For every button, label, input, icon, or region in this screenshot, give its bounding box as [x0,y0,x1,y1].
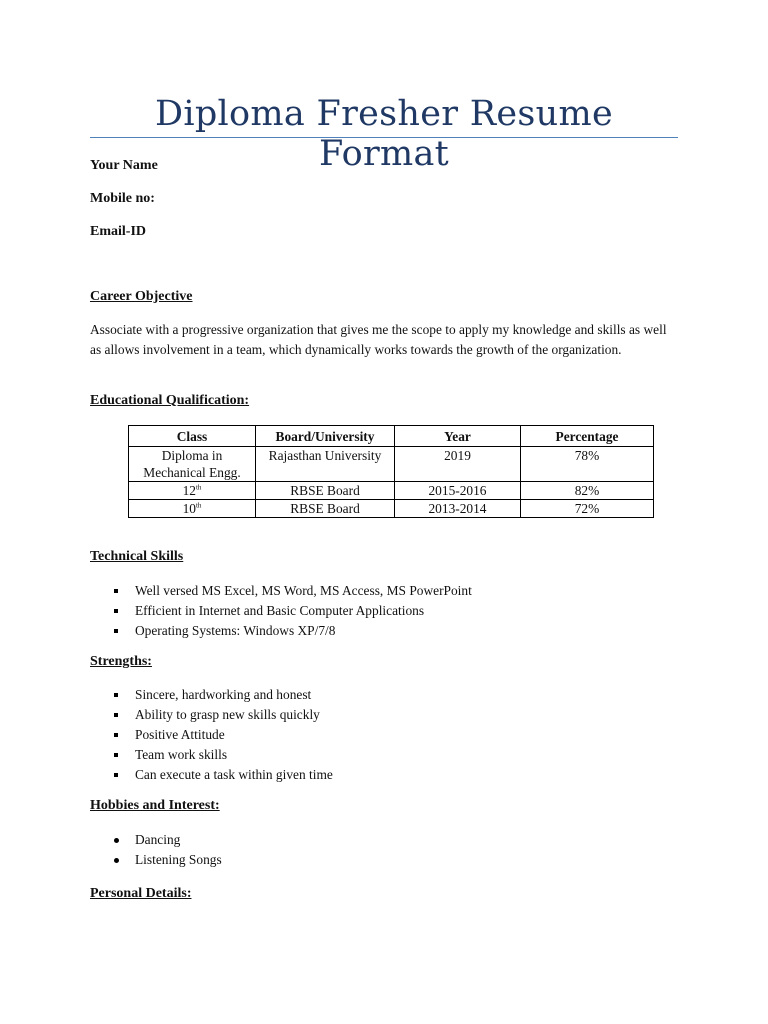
list-item-text: Dancing [135,832,181,847]
list-item [90,621,472,641]
list-item [90,601,472,621]
education-table-header-row [129,426,654,447]
list-item [90,581,472,601]
table-row [129,447,654,482]
list-item-text: Efficient in Internet and Basic Computer Applications [135,603,425,618]
square-bullet-icon [114,753,118,757]
list-item [90,725,333,745]
square-bullet-icon [114,773,118,777]
education-heading: Educational Qualification: [90,393,250,408]
class-cell-superscript: th [195,501,202,510]
percentage-cell: 78% [521,447,654,482]
percentage-cell: 72% [521,500,654,518]
list-item-text: Sincere, hardworking and honest [135,687,312,702]
class-cell [129,447,256,482]
table-row [129,500,654,518]
hobbies-list [90,830,222,870]
square-bullet-icon [114,589,118,593]
column-header-board: Board/University [256,426,395,447]
column-header-year: Year [395,426,521,447]
square-bullet-icon [114,693,118,697]
email-field: Email-ID [90,224,146,239]
class-cell-text: 12 [182,483,196,498]
hobbies-heading: Hobbies and Interest: [90,798,220,813]
list-item [90,830,222,850]
technical-skills-list [90,581,472,641]
list-item [90,765,333,785]
year-cell: 2015-2016 [395,482,521,500]
class-cell-superscript: th [195,483,202,492]
name-field: Your Name [90,158,158,173]
list-item [90,745,333,765]
list-item [90,685,333,705]
education-table [128,425,654,518]
list-item [90,850,222,870]
board-cell: RBSE Board [256,500,395,518]
list-item-text: Listening Songs [135,852,222,867]
year-cell: 2019 [395,447,521,482]
list-item-text: Ability to grasp new skills quickly [135,707,320,722]
year-cell: 2013-2014 [395,500,521,518]
personal-details-heading: Personal Details: [90,886,192,901]
round-bullet-icon [114,838,119,843]
board-cell: Rajasthan University [256,447,395,482]
class-cell-text: 10 [182,501,196,516]
list-item-text: Operating Systems: Windows XP/7/8 [135,623,336,638]
technical-skills-heading: Technical Skills [90,549,184,564]
square-bullet-icon [114,609,118,613]
career-objective-text: Associate with a progressive organization that gives me the scope to apply my knowledge and skills as well as allows involvement in a team, which dynamically works towards the growth of the organization. [90,322,667,357]
strengths-list [90,685,333,785]
class-cell [129,500,256,518]
column-header-percentage: Percentage [521,426,654,447]
list-item-text: Can execute a task within given time [135,767,333,782]
document-title: Diploma Fresher Resume Format [155,94,613,174]
column-header-class: Class [129,426,256,447]
list-item-text: Positive Attitude [135,727,225,742]
title-underline-divider [90,137,678,138]
list-item [90,705,333,725]
class-cell-text: Diploma in Mechanical Engg. [143,448,241,480]
square-bullet-icon [114,629,118,633]
percentage-cell: 82% [521,482,654,500]
round-bullet-icon [114,858,119,863]
board-cell: RBSE Board [256,482,395,500]
table-row [129,482,654,500]
list-item-text: Well versed MS Excel, MS Word, MS Access, MS PowerPoint [135,583,472,598]
career-objective-heading: Career Objective [90,289,193,304]
square-bullet-icon [114,733,118,737]
mobile-field: Mobile no: [90,191,155,206]
list-item-text: Team work skills [135,747,228,762]
square-bullet-icon [114,713,118,717]
strengths-heading: Strengths: [90,654,152,669]
class-cell [129,482,256,500]
